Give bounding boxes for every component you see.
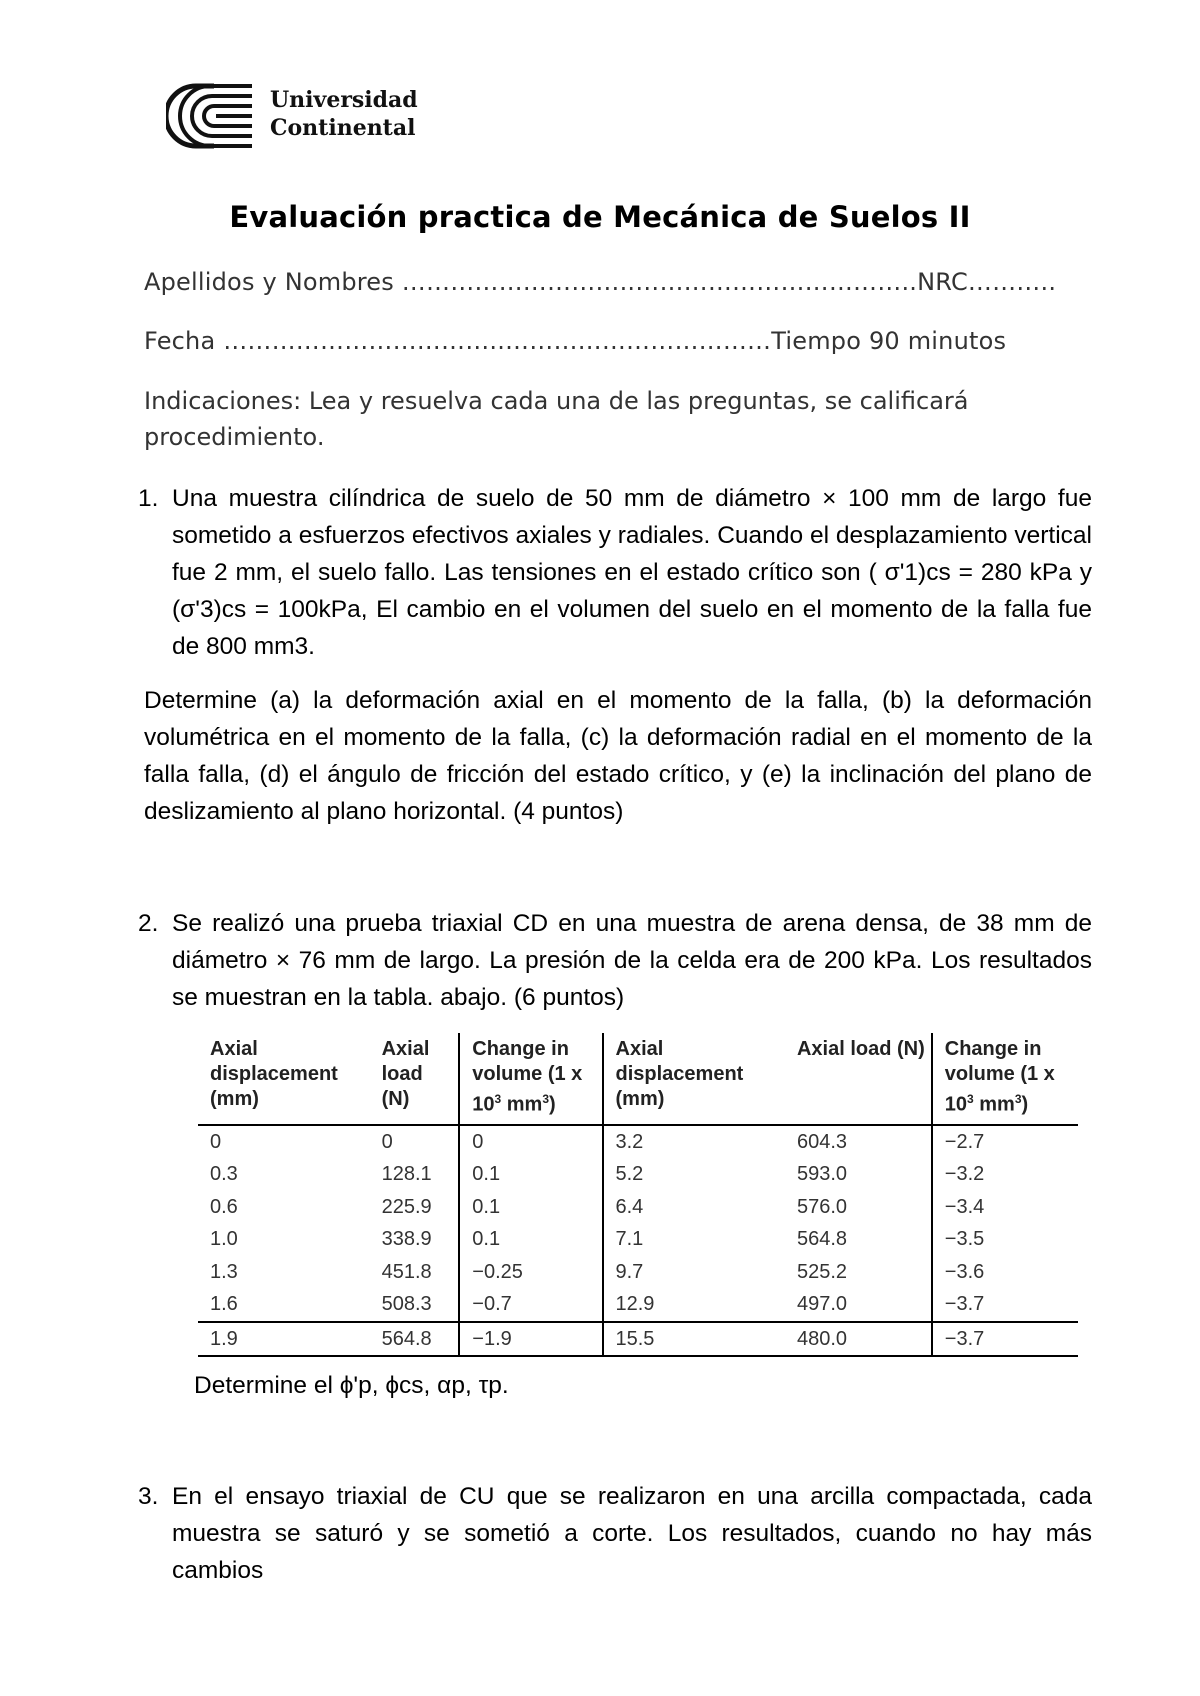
col-change-in-volume-2: Change in volume (1 x $10^3$ $mm^3$) — [932, 1033, 1078, 1125]
question-1-number: 1. — [138, 485, 159, 512]
name-field-line: Apellidos y Nombres ………………………..……………………………..NRC……….. — [144, 268, 1057, 296]
table-cell: 0.6 — [210, 1195, 238, 1218]
col-axial-load-2: Axial load (N) — [785, 1033, 932, 1125]
logo-line-1: Universidad — [270, 87, 418, 113]
page-title: Evaluación practica de Mecánica de Suelos II — [229, 200, 971, 234]
table-cell: 0.1 — [459, 1223, 602, 1256]
table-cell: −3.2 — [932, 1158, 1078, 1191]
table-row — [198, 1158, 1078, 1191]
table-cell: 0.1 — [459, 1158, 602, 1191]
table-cell: 576.0 — [796, 1195, 848, 1218]
table-cell: 1.0 — [210, 1228, 238, 1251]
table-cell: 0 — [459, 1125, 602, 1159]
table-cell: −1.9 — [459, 1322, 602, 1357]
table-cell: 12.9 — [603, 1288, 785, 1322]
university-name — [270, 86, 418, 142]
table-row — [198, 1288, 1078, 1322]
table-cell: 225.9 — [381, 1195, 432, 1218]
table-row — [198, 1322, 1078, 1357]
question-3-number: 3. — [138, 1483, 159, 1510]
question-3-text: En el ensayo triaxial de CU que se realizaron en una arcilla compactada, cada muestra se saturó y se sometió a corte. Los resultados, cuando no hay más cambios — [172, 1483, 1092, 1584]
table-cell: 0.1 — [459, 1191, 602, 1224]
table-cell: 508.3 — [381, 1293, 432, 1316]
table-cell: 9.7 — [603, 1256, 785, 1289]
col-change-in-volume: Change in volume (1 x $10^3$ $mm^3$) — [459, 1033, 602, 1125]
table-cell: 6.4 — [603, 1191, 785, 1224]
table-cell: 451.8 — [381, 1260, 432, 1283]
table-cell: 0 — [381, 1130, 393, 1153]
table-cell: −0.7 — [459, 1288, 602, 1322]
table-cell: 564.8 — [796, 1228, 848, 1251]
table-cell: 0 — [210, 1130, 222, 1153]
question-2-determine: Determine el ϕ'p, ϕcs, αp, τp. — [194, 1372, 509, 1399]
table-cell: 593.0 — [796, 1163, 848, 1186]
triaxial-results-table — [198, 1033, 1078, 1357]
table-cell: −3.7 — [932, 1288, 1078, 1322]
table-cell: 525.2 — [796, 1260, 848, 1283]
table-cell: 7.1 — [603, 1223, 785, 1256]
table-cell: 128.1 — [381, 1163, 432, 1186]
table-cell: 338.9 — [381, 1228, 432, 1251]
table-header-row — [198, 1033, 1078, 1125]
table-cell: 480.0 — [785, 1322, 932, 1357]
table-cell: −3.7 — [932, 1322, 1078, 1357]
table-cell: 3.2 — [603, 1125, 785, 1159]
table-cell: 564.8 — [370, 1322, 460, 1357]
col-axial-load: Axial load (N) — [370, 1033, 460, 1125]
col-axial-displacement-2: Axial displacement (mm) — [603, 1033, 785, 1125]
question-1-text: Una muestra cilíndrica de suelo de 50 mm de diámetro × 100 mm de largo fue sometido a esfuerzos efectivos axiales y radiales. Cuando el desplazamiento vertical fue 2 mm, el suelo fallo. Las tensiones en el estado crítico son ( σ'1)cs = 280 kPa y (σ'3)cs = 100kPa, El cambio en el volumen del suelo en el momento de la falla fue de 800 mm3. — [172, 485, 1092, 660]
table-cell: 1.9 — [198, 1322, 370, 1357]
table-row — [198, 1125, 1078, 1159]
date-field-line: Fecha ……………………………..……………………………Tiempo 90 minutos — [144, 327, 1007, 355]
instructions: Indicaciones: Lea y resuelva cada una de las preguntas, se calificará procedimiento. — [144, 387, 969, 451]
table-row — [198, 1223, 1078, 1256]
table-cell: 15.5 — [603, 1322, 785, 1357]
col-axial-displacement: Axial displacement (mm) — [198, 1033, 370, 1125]
table-row — [198, 1256, 1078, 1289]
question-2-text: Se realizó una prueba triaxial CD en una muestra de arena densa, de 38 mm de diámetro × 76 mm de largo. La presión de la celda era de 200 kPa. Los resultados se muestran en la tabla. abajo. (6 puntos) — [172, 910, 1092, 1011]
table-cell: 1.6 — [210, 1293, 238, 1316]
question-2-number: 2. — [138, 910, 159, 937]
table-cell: 5.2 — [603, 1158, 785, 1191]
table-cell: 1.3 — [210, 1260, 238, 1283]
table-cell: 497.0 — [796, 1293, 848, 1316]
table-row — [198, 1191, 1078, 1224]
table-cell: 0.3 — [210, 1163, 238, 1186]
table-cell: −0.25 — [459, 1256, 602, 1289]
table-cell: −3.6 — [932, 1256, 1078, 1289]
table-cell: −2.7 — [932, 1125, 1078, 1159]
logo-line-2: Continental — [270, 115, 416, 141]
table-cell: 604.3 — [796, 1130, 848, 1153]
table-cell: −3.5 — [932, 1223, 1078, 1256]
question-1-determine: Determine (a) la deformación axial en el momento de la falla, (b) la deformación volumétrica en el momento de la falla, (c) la deformación radial en el momento de la falla falla, (d) el ángulo de fricción del estado crítico, y (e) la inclinación del plano de deslizamiento al plano horizontal. (4 puntos) — [144, 687, 1092, 825]
table-cell: −3.4 — [932, 1191, 1078, 1224]
